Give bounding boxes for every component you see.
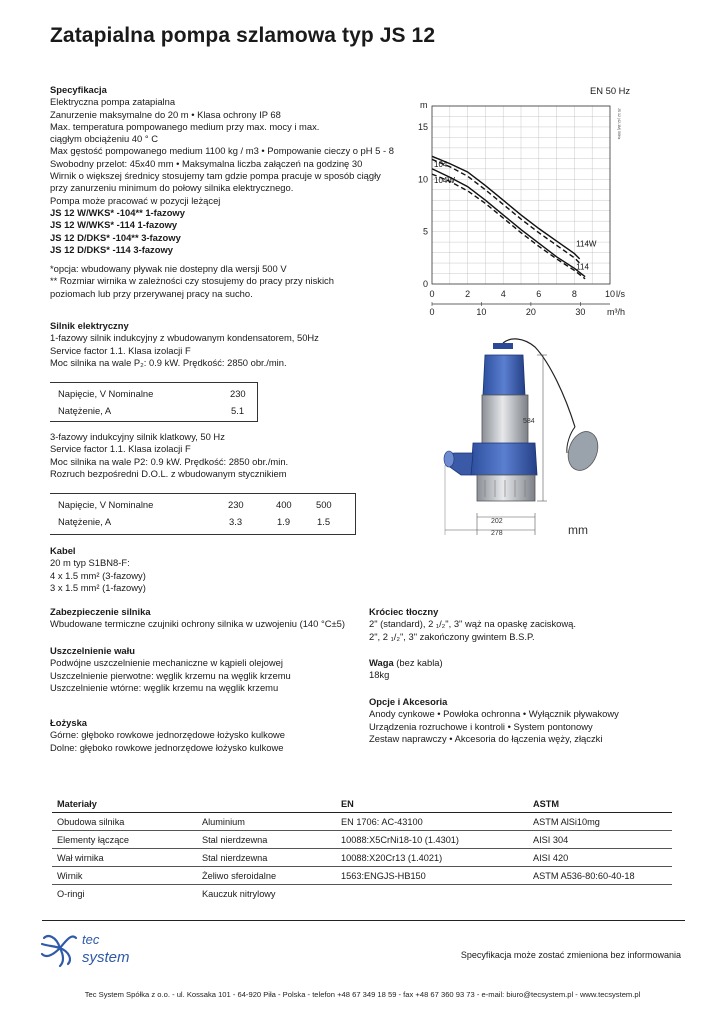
- protection-section: [50, 606, 370, 631]
- table-cell: 10088:X5CrNi18-10 (1.4301): [336, 831, 528, 849]
- table-cell: Obudowa silnika: [52, 813, 197, 831]
- x2-tick-label: 20: [525, 307, 536, 317]
- motor-single-lines: [50, 332, 410, 369]
- voltage-value: 500: [316, 499, 332, 510]
- materials-header-row: [52, 795, 672, 813]
- motor-line: 1-fazowy silnik indukcyjny z wbudowanym kondensatorem, 50Hz: [50, 332, 319, 344]
- x2-tick-label: 30: [575, 307, 586, 317]
- y-tick-label: 15: [417, 121, 428, 132]
- width-dim-label-1: 202: [491, 518, 503, 525]
- current-value: 1.5: [317, 516, 331, 527]
- table-row: [52, 849, 672, 867]
- table-cell: 10088:X20Cr13 (1.4021): [336, 849, 528, 867]
- height-dim-label: 584: [523, 418, 535, 425]
- table-cell: Elementy łączące: [52, 831, 197, 849]
- voltage-value: 400: [276, 499, 292, 510]
- single-voltage-row: [50, 385, 257, 402]
- series-label: 104: [434, 159, 448, 169]
- spec-line: Max gęstość pompowanego medium 1100 kg / m3 • Pompowanie cieczy o pH 5 - 8: [50, 145, 394, 157]
- materials-header: EN: [336, 795, 528, 813]
- motor-housing: [483, 355, 525, 395]
- weight-note: (bez kabla): [396, 657, 443, 668]
- chart-side-note: JS 12 (42-1M) 50Hz: [617, 108, 621, 140]
- table-cell: ASTM A536-80:60-40-18: [528, 867, 672, 885]
- chart-grid: [432, 106, 610, 284]
- x-tick-label: 10: [604, 289, 616, 299]
- three-current-row: [50, 513, 355, 530]
- bearings-heading: Łożyska: [50, 717, 87, 728]
- pump-volute: [471, 443, 537, 475]
- logo-swirl-icon: [42, 936, 76, 966]
- table-cell: 1563:ENGJS-HB150: [336, 867, 528, 885]
- cable-heading: Kabel: [50, 545, 76, 556]
- spec-heading: Specyfikacja: [50, 84, 107, 95]
- weight-heading: Waga: [369, 657, 394, 668]
- table-cell: EN 1706: AC-43100: [336, 813, 528, 831]
- voltage-value: 230: [230, 388, 246, 399]
- y-tick-label: 0: [422, 279, 428, 289]
- x2-axis-label: m³/h: [607, 307, 625, 317]
- materials-header: ASTM: [528, 795, 672, 813]
- y-tick-label: 10: [417, 174, 428, 185]
- x-tick-label: 4: [500, 289, 506, 299]
- series-label: 104W: [434, 176, 455, 186]
- model-line: JS 12 D/DKS* -104** 3-fazowy: [50, 231, 181, 243]
- outlet-line: 2" (standard), 2 ₁/₂", 3" wąż na opaskę zaciskową.: [369, 618, 576, 630]
- spec-models: [50, 207, 410, 256]
- motor-line: Service factor 1.1. Klasa izolacji F: [50, 443, 191, 455]
- spec-notes: [50, 263, 410, 300]
- chart-labels: [418, 100, 626, 317]
- seal-lines: [50, 657, 370, 694]
- cable-line: 4 x 1.5 mm² (3-fazowy): [50, 569, 146, 581]
- voltage-value: 230: [228, 499, 244, 510]
- spec-line: przy zanurzeniu minimum do połowy silnika elektrycznego.: [50, 182, 294, 194]
- protection-lines: [50, 618, 370, 630]
- x2-tick-label: 0: [429, 307, 435, 317]
- table-row: [52, 867, 672, 885]
- voltage-label: Napięcie, V Nominalne: [58, 499, 154, 510]
- motor-three-lines: [50, 431, 410, 480]
- change-notice: Specyfikacja może zostać zmieniona bez informowania: [460, 950, 681, 960]
- model-line: JS 12 D/DKS* -114 3-fazowy: [50, 243, 173, 255]
- x-tick-label: 6: [536, 289, 542, 299]
- outlet-opening: [444, 451, 454, 467]
- materials-body: [52, 813, 672, 903]
- spec-line: Swobodny przelot: 45x40 mm • Maksymalna liczba załączeń na godzinę 30: [50, 157, 363, 169]
- spec-line: ciągłym obciążeniu 40 ° C: [50, 133, 158, 145]
- options-lines: [369, 708, 689, 745]
- three-phase-table: [50, 493, 356, 535]
- cable-section: [50, 545, 350, 594]
- current-value: 1.9: [277, 516, 291, 527]
- motor-section: [50, 320, 410, 369]
- weight-value: 18kg: [369, 669, 390, 681]
- bottom-divider: [42, 920, 685, 921]
- three-voltage-row: [50, 496, 355, 513]
- motor-heading: Silnik elektryczny: [50, 320, 129, 331]
- x2-tick-label: 10: [476, 307, 487, 317]
- spec-line: Wirnik o większej średnicy stosujemy tam gdzie pompa pracuje w sposób ciągły: [50, 170, 381, 182]
- motor-line: Service factor 1.1. Klasa izolacji F: [50, 344, 191, 356]
- table-cell: Wirnik: [52, 867, 197, 885]
- spec-line: Zanurzenie maksymalne do 20 m • Klasa ochrony IP 68: [50, 108, 281, 120]
- motor-three-section: [50, 431, 410, 480]
- materials-header: Materiały: [52, 795, 197, 813]
- table-cell: O-ringi: [57, 888, 85, 899]
- x-tick-label: 0: [429, 289, 435, 299]
- materials-header: [197, 795, 336, 813]
- table-cell: Stal nierdzewna: [197, 849, 336, 867]
- handle-icon: [493, 343, 513, 349]
- page-title: Zatapialna pompa szlamowa typ JS 12: [50, 24, 436, 47]
- y-tick-label: 5: [422, 226, 428, 237]
- options-line: Urządzenia rozruchowe i kontroli • System pontonowy: [369, 720, 593, 732]
- cable-line: 3 x 1.5 mm² (1-fazowy): [50, 581, 146, 593]
- note-line: *opcja: wbudowany pływak nie dostepny dla wersji 500 V: [50, 263, 287, 275]
- float-switch-icon: [563, 427, 603, 474]
- seal-section: [50, 645, 370, 694]
- strainer-base: [477, 475, 535, 501]
- note-line: poziomach lub przy przerywanej pracy na sucho.: [50, 287, 253, 299]
- motor-line: Rozruch bezpośredni D.O.L. z wbudowanym stycznikiem: [50, 467, 287, 479]
- table-cell: Aluminium: [197, 813, 336, 831]
- protection-line: Wbudowane termiczne czujniki ochrony silnika w uzwojeniu (140 °C±5): [50, 618, 345, 630]
- model-line: JS 12 W/WKS* -104** 1-fazowy: [50, 206, 185, 218]
- bearings-section: [50, 717, 370, 754]
- chart-series: [432, 156, 585, 278]
- cable-lines: [50, 557, 350, 594]
- series-line-114W: [432, 159, 580, 263]
- options-line: Zestaw naprawczy • Akcesoria do łączenia węży, złączki: [369, 732, 603, 744]
- logo-text-1: tec: [82, 932, 100, 947]
- options-heading: Opcje i Akcesoria: [369, 696, 448, 707]
- seal-line: Podwójne uszczelnienie mechaniczne w kąpieli olejowej: [50, 657, 283, 669]
- current-value: 3.3: [229, 516, 243, 527]
- table-cell: [336, 885, 528, 903]
- weight-section: [369, 657, 569, 682]
- current-label: Natężenie, A: [58, 516, 112, 527]
- unit-label: mm: [568, 523, 588, 537]
- spec-line: Pompa może pracować w pozycji leżącej: [50, 194, 221, 206]
- table-cell: AISI 420: [528, 849, 672, 867]
- outlet-section: [369, 606, 689, 643]
- company-logo: [38, 926, 138, 970]
- table-row: [52, 831, 672, 849]
- seal-line: Uszczelnienie pierwotne: węglik krzemu na węglik krzemu: [50, 669, 291, 681]
- bearings-lines: [50, 729, 370, 754]
- pump-body: [482, 395, 528, 445]
- x-tick-label: 8: [571, 289, 577, 299]
- table-cell: Kauczuk nitrylowy: [202, 888, 276, 899]
- cable-line: 20 m typ S1BN8-F:: [50, 557, 130, 569]
- table-row: [52, 813, 672, 831]
- series-line-114: [432, 156, 580, 259]
- spec-line: Elektryczna pompa zatapialna: [50, 96, 176, 108]
- motor-line: Moc silnika na wale P₂: 0.9 kW. Prędkość: 2850 obr./min.: [50, 356, 287, 368]
- seal-heading: Uszczelnienie wału: [50, 645, 135, 656]
- outlet-line: 2", 2 ₁/₂", 3" zakończony gwintem B.S.P.: [369, 630, 535, 642]
- table-cell: Wał wirnika: [52, 849, 197, 867]
- footer-address: Tec System Spółka z o.o. - ul. Kossaka 101 - 64-920 Piła - Polska - telefon +48 67 349 18 59 - fax +48 67 360 93 73 - e-mail: biuro@tecsystem.pl - www.tecsystem.pl: [84, 990, 641, 999]
- x-axis-label: l/s: [616, 289, 625, 299]
- spec-line: Max. temperatura pompowanego medium przy max. mocy i max.: [50, 120, 320, 132]
- width-dim-label-2: 278: [491, 530, 503, 537]
- voltage-label: Napięcie, V Nominalne: [58, 388, 154, 399]
- model-line: JS 12 W/WKS* -114 1-fazowy: [50, 219, 178, 231]
- table-cell: ASTM AlSi10mg: [528, 813, 672, 831]
- y-axis-label: m: [420, 100, 428, 110]
- performance-chart: [410, 96, 640, 326]
- logo-text-2: system: [82, 949, 130, 966]
- current-value: 5.1: [231, 405, 245, 416]
- table-cell: AISI 304: [528, 831, 672, 849]
- x-tick-label: 2: [465, 289, 471, 299]
- current-label: Natężenie, A: [58, 405, 112, 416]
- series-label: 114: [576, 262, 589, 272]
- options-section: [369, 696, 689, 745]
- protection-heading: Zabezpieczenie silnika: [50, 606, 151, 617]
- table-cell: Żeliwo sferoidalne: [197, 867, 336, 885]
- materials-table: [52, 795, 672, 902]
- motor-line: 3-fazowy indukcyjny silnik klatkowy, 50 Hz: [50, 431, 225, 442]
- table-cell: [528, 885, 672, 903]
- bearings-line: Górne: głęboko rowkowe jednorzędowe łożysko kulkowe: [50, 729, 286, 741]
- outlet-lines: [369, 618, 689, 643]
- spec-lines: [50, 96, 410, 207]
- chart-title: EN 50 Hz: [590, 85, 631, 96]
- bearings-line: Dolne: głęboko rowkowe jednorzędowe łożysko kulkowe: [50, 741, 284, 753]
- note-line: ** Rozmiar wirnika w zależności czy stosujemy do pracy przy niskich: [50, 275, 334, 287]
- table-row: [52, 885, 672, 903]
- seal-line: Uszczelnienie wtórne: węglik krzemu na węglik krzemu: [50, 681, 279, 693]
- spec-section: [50, 84, 410, 300]
- motor-line: Moc silnika na wale P2: 0.9 kW. Prędkość: 2850 obr./min.: [50, 455, 289, 467]
- single-phase-table: [50, 382, 258, 422]
- options-line: Anody cynkowe • Powłoka ochronna • Wyłącznik pływakowy: [369, 708, 619, 720]
- series-label: 114W: [576, 239, 597, 249]
- outlet-heading: Króciec tłoczny: [369, 606, 439, 617]
- pump-drawing: [425, 335, 610, 545]
- single-current-row: [50, 402, 257, 419]
- table-cell: Stal nierdzewna: [197, 831, 336, 849]
